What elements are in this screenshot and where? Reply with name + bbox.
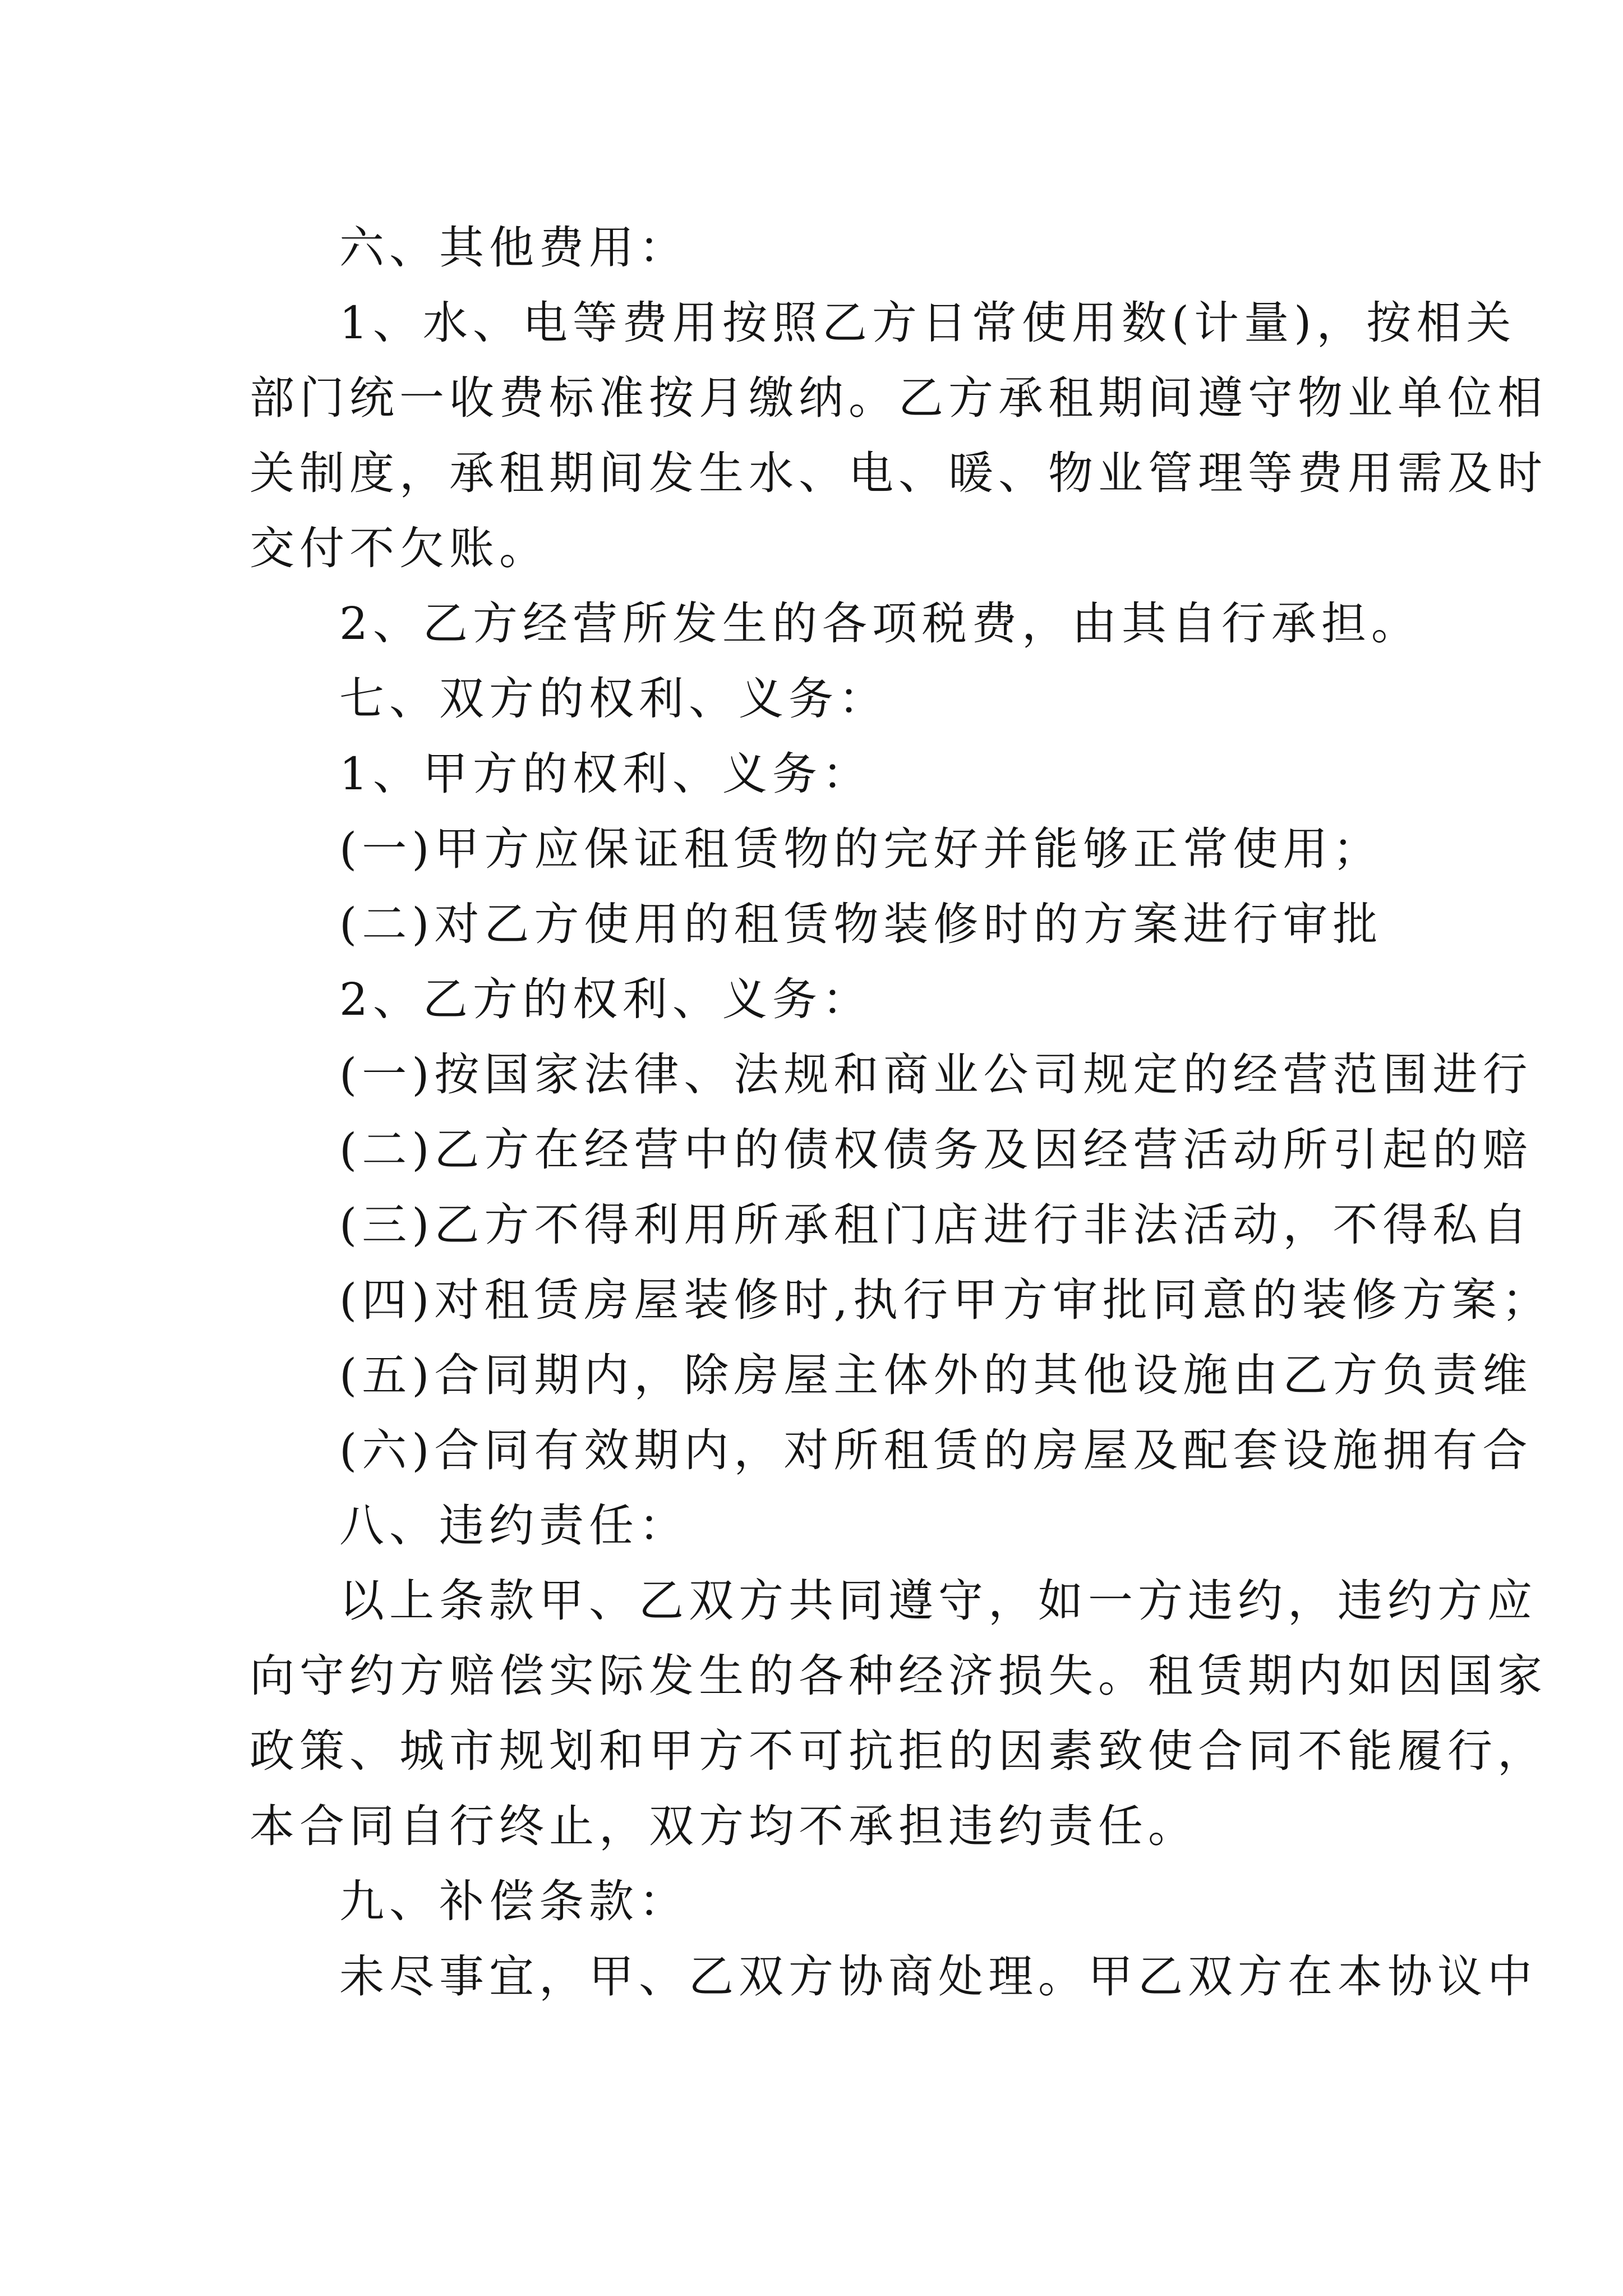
section-heading-other-fees: 六、其他费用： — [339, 222, 689, 274]
list-item: (一)甲方应保证租赁物的完好并能够正常使用； — [339, 823, 1383, 875]
paragraph-line: 1、水、电等费用按照乙方日常使用数(计量)，按相关 — [339, 297, 1516, 349]
subsection-heading-party-b: 2、乙方的权利、义务： — [339, 973, 872, 1025]
paragraph-line: 未尽事宜，甲、乙双方协商处理。甲乙双方在本协议中 — [339, 1950, 1537, 2003]
subsection-heading-party-a: 1、甲方的权利、义务： — [339, 748, 872, 800]
paragraph-line: 2、乙方经营所发生的各项税费，由其自行承担。 — [339, 597, 1421, 650]
list-item: (五)合同期内，除房屋主体外的其他设施由乙方负责维 — [339, 1349, 1533, 1401]
list-item: (三)乙方不得利用所承租门店进行非法活动，不得私自 — [339, 1199, 1533, 1251]
paragraph-line: 本合同自行终止，双方均不承担违约责任。 — [250, 1800, 1198, 1852]
list-item: (二)对乙方使用的租赁物装修时的方案进行审批 — [339, 898, 1383, 950]
list-item: (六)合同有效期内，对所租赁的房屋及配套设施拥有合 — [339, 1424, 1533, 1476]
list-item: (四)对租赁房屋装修时,执行甲方审批同意的装修方案； — [339, 1274, 1552, 1326]
section-heading-breach-liability: 八、违约责任： — [339, 1499, 689, 1552]
section-heading-compensation: 九、补偿条款： — [339, 1875, 689, 1927]
paragraph-line: 向守约方赔偿实际发生的各种经济损失。租赁期内如因国家 — [250, 1650, 1547, 1702]
paragraph-line: 以上条款甲、乙双方共同遵守，如一方违约，违约方应 — [339, 1575, 1537, 1627]
paragraph-line: 政策、城市规划和甲方不可抗拒的因素致使合同不能履行， — [250, 1725, 1547, 1777]
paragraph-line: 部门统一收费标准按月缴纳。乙方承租期间遵守物业单位相 — [250, 372, 1547, 424]
section-heading-rights-obligations: 七、双方的权利、义务： — [339, 673, 888, 725]
paragraph-line: 交付不欠账。 — [250, 522, 549, 574]
list-item: (一)按国家法律、法规和商业公司规定的经营范围进行 — [339, 1048, 1533, 1101]
list-item: (二)乙方在经营中的债权债务及因经营活动所引起的赔 — [339, 1124, 1533, 1176]
paragraph-line: 关制度，承租期间发生水、电、暖、物业管理等费用需及时 — [250, 447, 1547, 499]
document-body — [250, 210, 1552, 2014]
